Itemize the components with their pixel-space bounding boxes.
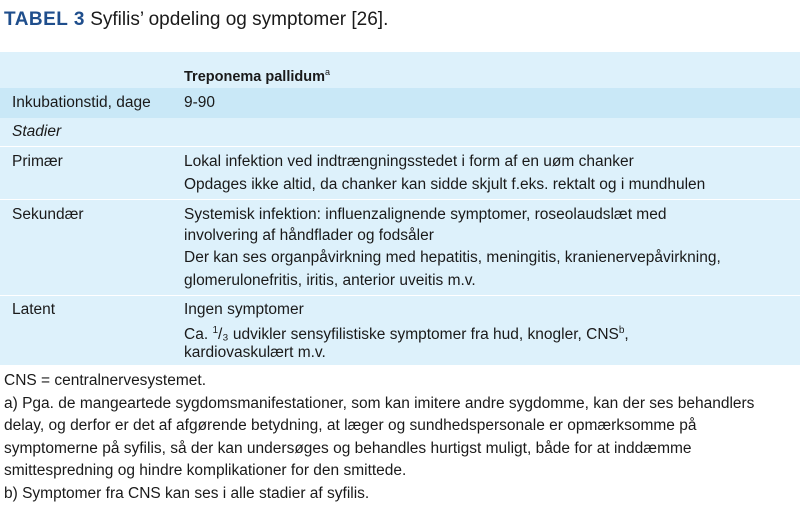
- fraction: $^1$/₃: [212, 325, 229, 343]
- stage-name-secondary: Sekundær: [12, 206, 84, 223]
- incubation-label: Inkubationstid, dage: [12, 94, 151, 111]
- primary-line: Opdages ikke altid, da chanker kan sidde skjult f.eks. rektalt og i mundhulen: [184, 176, 706, 193]
- latent-line: Ingen symptomer: [184, 301, 304, 318]
- table-number: TABEL 3: [4, 9, 85, 30]
- table-title: [4, 8, 388, 32]
- stage-name-primary: Primær: [12, 153, 63, 170]
- footnote-a-line: smittespredning og hindre komplikationer for den smittede.: [4, 462, 407, 479]
- secondary-line: Der kan ses organpåvirkning med hepatitis, meningitis, kranienervepåvirkning,: [184, 249, 721, 266]
- row-divider: [0, 295, 800, 296]
- secondary-line: glomerulonefritis, iritis, anterior uveitis m.v.: [184, 272, 476, 289]
- footnote-abbreviation: CNS = centralnervesystemet.: [4, 372, 207, 389]
- footnote-a-line: delay, og derfor er det af afgørende betydning, at læger og sundhedspersonale er opmærksomme på: [4, 417, 697, 434]
- latent-line: Ca. $^1$/₃ udvikler sensyfilistiske symptomer fra hud, knogler, CNS$^b$,: [184, 325, 629, 343]
- table-caption: Syfilis’ opdeling og symptomer [26].: [90, 9, 389, 30]
- incubation-value: 9-90: [184, 94, 216, 111]
- footnote-a-line: a) Pga. de mangeartede sygdomsmanifestationer, som kan imitere andre sygdomme, kan der ses behandlers: [4, 395, 755, 412]
- section-label: Stadier: [12, 123, 62, 140]
- row-divider: [0, 146, 800, 147]
- primary-line: Lokal infektion ved indtrængningsstedet i form af en uøm chanker: [184, 153, 634, 170]
- secondary-line: involvering af håndflader og fodsåler: [184, 227, 434, 244]
- secondary-line: Systemisk infektion: influenzalignende symptomer, roseolaudslæt med: [184, 206, 667, 223]
- footnote-a-line: symptomerne på syfilis, så der kan undersøges og behandles hurtigst muligt, både for at inddæmme: [4, 440, 692, 457]
- column-header: Treponema pallidum$^a$: [184, 67, 331, 85]
- row-divider: [0, 199, 800, 200]
- stage-name-latent: Latent: [12, 301, 56, 318]
- footnote-b: b) Symptomer fra CNS kan ses i alle stadier af syfilis.: [4, 485, 370, 502]
- latent-line: kardiovaskulært m.v.: [184, 344, 326, 361]
